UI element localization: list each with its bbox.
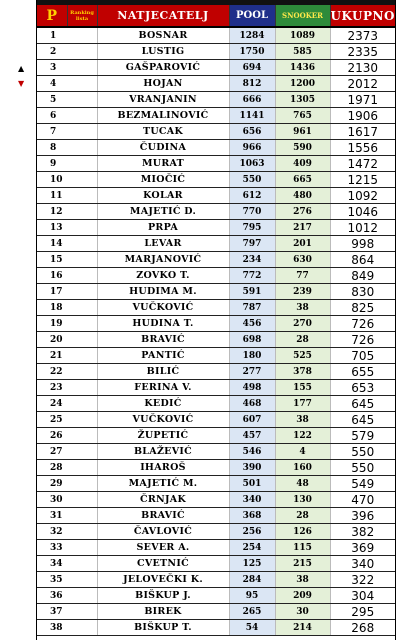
pool-points: 457 [229,428,275,444]
total-points: 268 [330,620,395,636]
snooker-points: 28 [275,332,330,348]
position-cell: 33 [37,540,97,556]
position-cell: 4 [37,76,97,92]
competitor-name: ČAVLOVIĆ [97,524,229,540]
total-points: 2012 [330,76,395,92]
snooker-points: 590 [275,140,330,156]
position-cell: 31 [37,508,97,524]
snooker-points: 585 [275,44,330,60]
total-points: 1092 [330,188,395,204]
position-cell: 5 [37,92,97,108]
table-row [37,204,395,220]
table-row [37,380,395,396]
position-cell: 13 [37,220,97,236]
snooker-header: SNOOKER [275,5,330,27]
pool-points: 456 [229,316,275,332]
snooker-points: 525 [275,348,330,364]
position-cell: 18 [37,300,97,316]
table-row [37,412,395,428]
header-row [37,5,395,27]
position-cell: 32 [37,524,97,540]
snooker-points: 4 [275,444,330,460]
position-cell: 8 [37,140,97,156]
table-row [37,492,395,508]
pool-points: 1063 [229,156,275,172]
snooker-points: 1089 [275,27,330,44]
competitor-name: JELOVEČKI K. [97,572,229,588]
total-points: 295 [330,604,395,620]
pool-points: 256 [229,524,275,540]
total-points: 830 [330,284,395,300]
snooker-points: 630 [275,252,330,268]
pool-points: 770 [229,204,275,220]
total-points: 655 [330,364,395,380]
total-points: 1906 [330,108,395,124]
pool-points: 698 [229,332,275,348]
table-row [37,460,395,476]
snooker-points: 276 [275,204,330,220]
snooker-points: 122 [275,428,330,444]
pool-points: 54 [229,620,275,636]
table-row [37,396,395,412]
table-row [37,268,395,284]
table-row [37,316,395,332]
pool-points: 390 [229,460,275,476]
total-points: 1617 [330,124,395,140]
snooker-points: 270 [275,316,330,332]
table-row [37,188,395,204]
pool-points: 797 [229,236,275,252]
position-cell: 36 [37,588,97,604]
position-cell: 20 [37,332,97,348]
position-cell: 30 [37,492,97,508]
pool-points: 656 [229,124,275,140]
total-points: 1215 [330,172,395,188]
pool-points: 966 [229,140,275,156]
table-row [37,348,395,364]
table-row [37,364,395,380]
snooker-points: 409 [275,156,330,172]
competitor-name: CVETNIĆ [97,556,229,572]
table-row [37,620,395,636]
table-row [37,284,395,300]
pool-points: 95 [229,588,275,604]
snooker-points: 177 [275,396,330,412]
table-row [37,300,395,316]
position-cell: 1 [37,27,97,44]
table-row [37,524,395,540]
competitor-name: ČUDINA [97,140,229,156]
pool-points: 265 [229,604,275,620]
total-points: 726 [330,316,395,332]
competitor-name: VUČKOVIĆ [97,412,229,428]
position-cell: 11 [37,188,97,204]
competitor-name: MAJETIĆ M. [97,476,229,492]
position-cell: 17 [37,284,97,300]
snooker-points: 126 [275,524,330,540]
pool-points: 125 [229,556,275,572]
total-points: 998 [330,236,395,252]
table-row [37,508,395,524]
pool-header: POOL [229,5,275,27]
snooker-points: 30 [275,604,330,620]
pool-points: 180 [229,348,275,364]
total-points: 645 [330,396,395,412]
snooker-points: 115 [275,540,330,556]
snooker-points: 480 [275,188,330,204]
trend-down-icon: ▼ [18,79,25,88]
ranking-table [37,5,395,636]
position-cell: 3 [37,60,97,76]
total-points: 726 [330,332,395,348]
table-row [37,76,395,92]
position-cell: 14 [37,236,97,252]
pool-points: 1141 [229,108,275,124]
total-points: 825 [330,300,395,316]
snooker-points: 961 [275,124,330,140]
competitor-name: BOSNAR [97,27,229,44]
table-row [37,540,395,556]
competitor-header: NATJECATELJ [97,5,229,27]
pool-points: 284 [229,572,275,588]
competitor-name: HOJAN [97,76,229,92]
table-row [37,140,395,156]
competitor-name: IHAROŠ [97,460,229,476]
position-cell: 25 [37,412,97,428]
pool-points: 368 [229,508,275,524]
total-points: 1556 [330,140,395,156]
snooker-points: 28 [275,508,330,524]
pool-points: 1284 [229,27,275,44]
competitor-name: HUDINA T. [97,316,229,332]
table-row [37,172,395,188]
table-row [37,156,395,172]
total-points: 550 [330,444,395,460]
position-cell: 15 [37,252,97,268]
position-cell: 35 [37,572,97,588]
total-points: 340 [330,556,395,572]
table-row [37,428,395,444]
total-points: 2130 [330,60,395,76]
competitor-name: MARJANOVIĆ [97,252,229,268]
ranking-sheet [36,0,396,640]
total-points: 549 [330,476,395,492]
position-header: P [37,5,67,27]
competitor-name: BIŠKUP J. [97,588,229,604]
pool-points: 234 [229,252,275,268]
pool-points: 666 [229,92,275,108]
total-points: 550 [330,460,395,476]
competitor-name: SEVER A. [97,540,229,556]
position-cell: 19 [37,316,97,332]
position-cell: 34 [37,556,97,572]
competitor-name: KOLAR [97,188,229,204]
competitor-name: ŽUPETIĆ [97,428,229,444]
competitor-name: VUČKOVIĆ [97,300,229,316]
competitor-name: BILIĆ [97,364,229,380]
pool-points: 254 [229,540,275,556]
snooker-points: 38 [275,572,330,588]
position-cell: 2 [37,44,97,60]
position-cell: 7 [37,124,97,140]
competitor-name: MURAT [97,156,229,172]
table-row [37,332,395,348]
position-cell: 21 [37,348,97,364]
table-row [37,252,395,268]
snooker-points: 665 [275,172,330,188]
table-row [37,236,395,252]
total-points: 579 [330,428,395,444]
trend-up-icon: ▲ [18,64,25,73]
snooker-points: 130 [275,492,330,508]
competitor-name: KEDIĆ [97,396,229,412]
snooker-points: 48 [275,476,330,492]
snooker-points: 217 [275,220,330,236]
competitor-name: VRANJANIN [97,92,229,108]
pool-points: 787 [229,300,275,316]
competitor-name: FERINA V. [97,380,229,396]
snooker-points: 38 [275,300,330,316]
snooker-points: 201 [275,236,330,252]
table-row [37,60,395,76]
position-cell: 22 [37,364,97,380]
competitor-name: BLAŽEVIĆ [97,444,229,460]
total-points: 1971 [330,92,395,108]
position-cell: 28 [37,460,97,476]
pool-points: 501 [229,476,275,492]
total-points: 2335 [330,44,395,60]
snooker-points: 239 [275,284,330,300]
pool-points: 812 [229,76,275,92]
total-points: 653 [330,380,395,396]
table-row [37,44,395,60]
snooker-points: 77 [275,268,330,284]
pool-points: 1750 [229,44,275,60]
position-cell: 16 [37,268,97,284]
competitor-name: BEZMALINOVIĆ [97,108,229,124]
table-row [37,108,395,124]
table-row [37,604,395,620]
snooker-points: 1305 [275,92,330,108]
snooker-points: 209 [275,588,330,604]
position-cell: 26 [37,428,97,444]
position-cell: 29 [37,476,97,492]
snooker-points: 38 [275,412,330,428]
competitor-name: LUSTIG [97,44,229,60]
total-points: 1472 [330,156,395,172]
total-points: 396 [330,508,395,524]
position-cell: 37 [37,604,97,620]
competitor-name: ZOVKO T. [97,268,229,284]
competitor-name: PRPA [97,220,229,236]
snooker-points: 160 [275,460,330,476]
position-cell: 6 [37,108,97,124]
pool-points: 772 [229,268,275,284]
snooker-points: 215 [275,556,330,572]
total-points: 864 [330,252,395,268]
total-points: 1012 [330,220,395,236]
total-points: 369 [330,540,395,556]
competitor-name: BIREK [97,604,229,620]
total-points: 849 [330,268,395,284]
trend-arrows [0,0,36,640]
pool-points: 340 [229,492,275,508]
position-cell: 23 [37,380,97,396]
position-cell: 27 [37,444,97,460]
competitor-name: BRAVIĆ [97,332,229,348]
snooker-points: 378 [275,364,330,380]
pool-points: 591 [229,284,275,300]
position-cell: 38 [37,620,97,636]
table-row [37,220,395,236]
position-cell: 12 [37,204,97,220]
total-points: 2373 [330,27,395,44]
total-points: 1046 [330,204,395,220]
table-row [37,588,395,604]
snooker-points: 214 [275,620,330,636]
pool-points: 550 [229,172,275,188]
total-points: 645 [330,412,395,428]
competitor-name: LEVAR [97,236,229,252]
competitor-name: PANTIĆ [97,348,229,364]
table-row [37,27,395,44]
table-row [37,444,395,460]
snooker-points: 765 [275,108,330,124]
competitor-name: BRAVIĆ [97,508,229,524]
pool-points: 498 [229,380,275,396]
position-cell: 9 [37,156,97,172]
snooker-points: 1436 [275,60,330,76]
total-points: 322 [330,572,395,588]
total-header: UKUPNO [330,5,395,27]
pool-points: 546 [229,444,275,460]
pool-points: 694 [229,60,275,76]
table-row [37,124,395,140]
ranking-header: Ranking lista [67,5,97,27]
competitor-name: ČRNJAK [97,492,229,508]
pool-points: 277 [229,364,275,380]
pool-points: 468 [229,396,275,412]
pool-points: 795 [229,220,275,236]
table-row [37,556,395,572]
competitor-name: HUDIMA M. [97,284,229,300]
competitor-name: TUCAK [97,124,229,140]
total-points: 382 [330,524,395,540]
pool-points: 612 [229,188,275,204]
position-cell: 24 [37,396,97,412]
table-row [37,572,395,588]
competitor-name: GAŠPAROVIĆ [97,60,229,76]
table-row [37,476,395,492]
snooker-points: 1200 [275,76,330,92]
snooker-points: 155 [275,380,330,396]
competitor-name: MIOČIĆ [97,172,229,188]
total-points: 705 [330,348,395,364]
total-points: 470 [330,492,395,508]
position-cell: 10 [37,172,97,188]
total-points: 304 [330,588,395,604]
pool-points: 607 [229,412,275,428]
table-row [37,92,395,108]
competitor-name: MAJETIĆ D. [97,204,229,220]
competitor-name: BIŠKUP T. [97,620,229,636]
